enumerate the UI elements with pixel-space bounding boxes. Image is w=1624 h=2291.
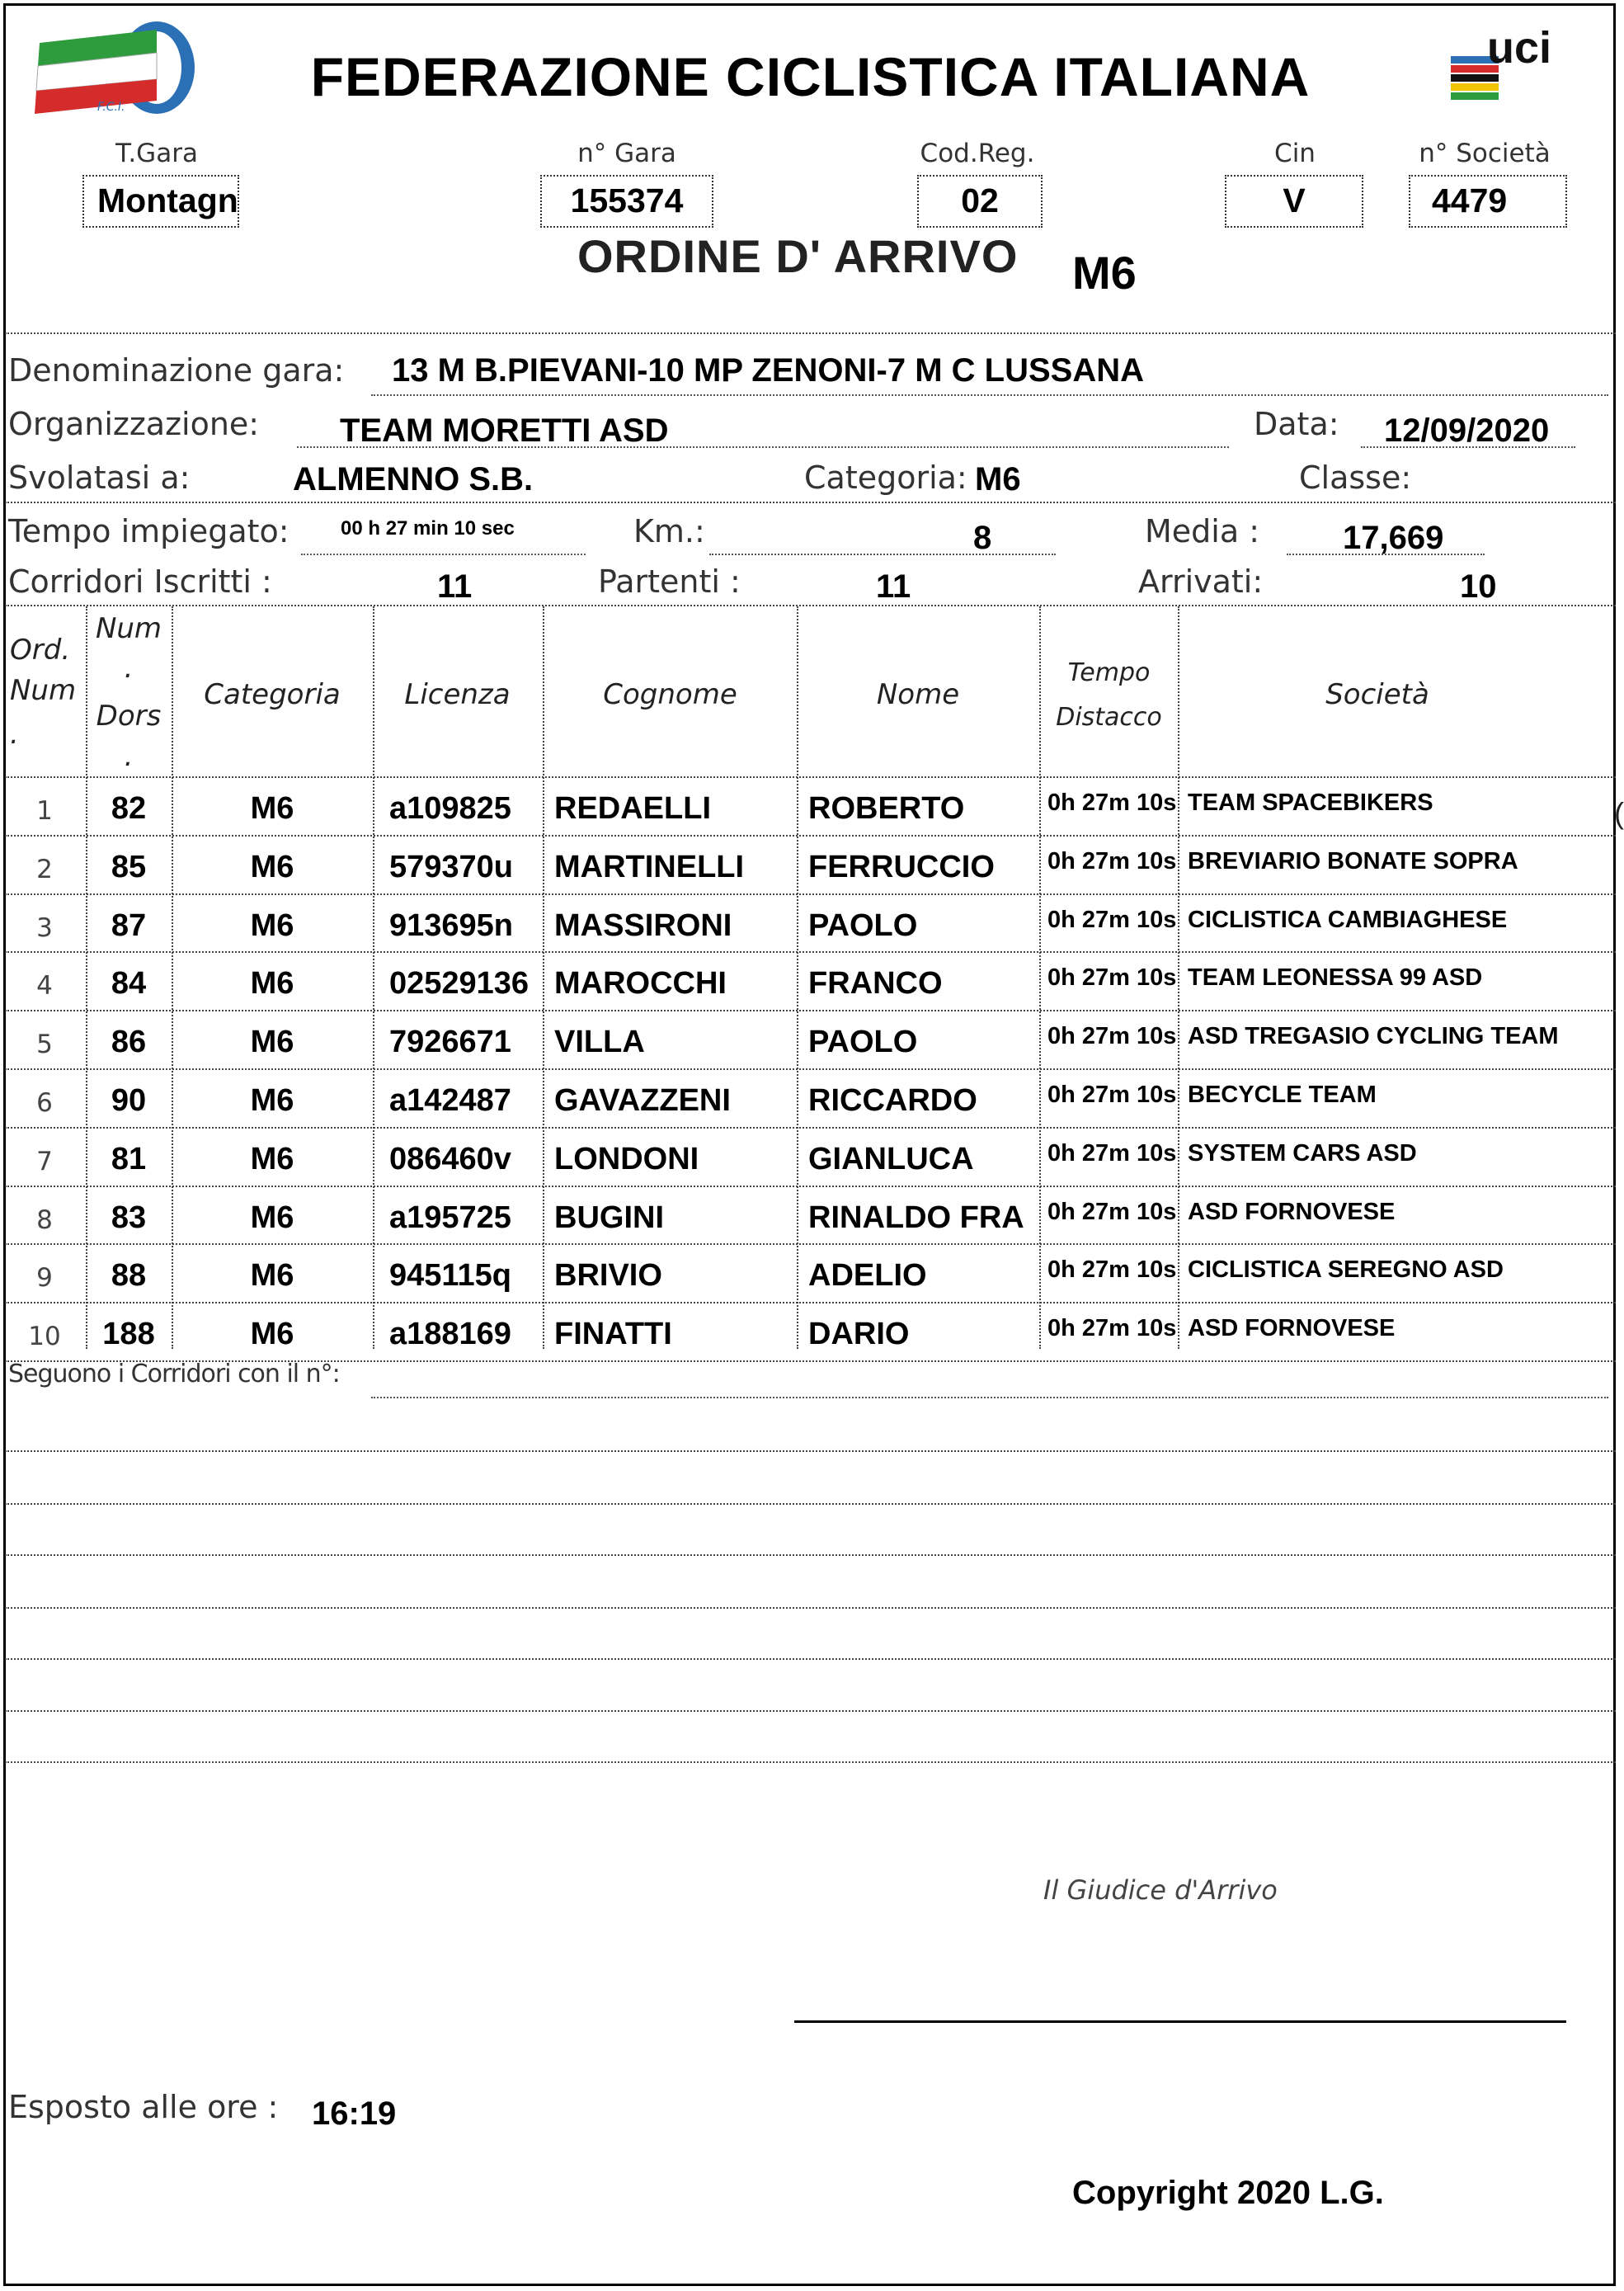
denominazione-label: Denominazione gara: <box>8 352 345 389</box>
svg-text:F.C.I.: F.C.I. <box>97 101 125 114</box>
cell-ord: 5 <box>36 1030 53 1060</box>
cell-lic: 02529136 <box>389 966 530 1002</box>
svolatasi-value: ALMENNO S.B. <box>293 461 534 497</box>
cell-dors: 86 <box>111 1025 147 1060</box>
header-ord-2: Num <box>10 674 77 707</box>
n-societa-label: n° Società <box>1419 139 1551 168</box>
cell-lic: 913695n <box>389 907 514 943</box>
column-divider <box>1039 606 1041 1349</box>
cell-nome: DARIO <box>808 1317 910 1352</box>
cell-cognome: BUGINI <box>554 1200 664 1235</box>
cell-societa: ASD FORNOVESE <box>1188 1315 1396 1342</box>
underline <box>301 554 586 555</box>
uci-logo <box>1447 23 1588 114</box>
cell-tempo: 0h 27m 10s <box>1047 964 1177 992</box>
cell-cat: M6 <box>250 1317 294 1352</box>
row-divider <box>5 893 1616 895</box>
cell-nome: GIANLUCA <box>808 1141 974 1176</box>
cell-dors: 82 <box>111 791 147 826</box>
cell-ord: 9 <box>36 1263 53 1294</box>
cell-tempo: 0h 27m 10s <box>1047 1256 1177 1284</box>
underline <box>1287 554 1485 555</box>
cell-nome: PAOLO <box>808 907 918 943</box>
cell-ord: 3 <box>36 912 53 943</box>
partenti-label: Partenti : <box>598 563 741 600</box>
cell-cat: M6 <box>250 791 294 826</box>
header-societa: Società <box>1325 678 1429 711</box>
denominazione-value: 13 M B.PIEVANI-10 MP ZENONI-7 M C LUSSANA <box>392 352 1144 389</box>
column-divider <box>543 606 544 1349</box>
header-num-3: Dors <box>96 700 162 733</box>
cell-ord: 7 <box>36 1146 53 1176</box>
cell-lic: 945115q <box>389 1258 511 1294</box>
seguono-label: Seguono i Corridori con il n°: <box>8 1360 340 1388</box>
row-divider <box>5 951 1616 953</box>
blank-line <box>5 1450 1616 1452</box>
header-num-1: Num <box>95 612 162 645</box>
cell-tempo: 0h 27m 10s <box>1047 847 1177 874</box>
cell-cognome: FINATTI <box>554 1317 672 1352</box>
tempo-impiegato-label: Tempo impiegato: <box>8 513 289 549</box>
cell-nome: ADELIO <box>808 1258 927 1294</box>
cell-dors: 88 <box>111 1258 147 1294</box>
blank-line <box>5 1607 1616 1609</box>
underline <box>371 1397 1608 1398</box>
divider <box>5 502 1616 503</box>
cell-tempo: 0h 27m 10s <box>1047 790 1177 816</box>
cell-cat: M6 <box>250 849 294 884</box>
cell-nome: RINALDO FRA <box>808 1200 1024 1235</box>
organizzazione-label: Organizzazione: <box>8 406 260 442</box>
classe-label: Classe: <box>1299 460 1412 496</box>
blank-line <box>5 1761 1616 1763</box>
cell-cat: M6 <box>250 1083 294 1118</box>
cell-cat: M6 <box>250 966 294 1002</box>
header-num-4: . <box>124 740 134 773</box>
header-cognome: Cognome <box>603 678 737 711</box>
iscritti-value: 11 <box>437 568 473 605</box>
data-value: 12/09/2020 <box>1384 412 1550 449</box>
column-divider <box>797 606 798 1349</box>
media-label: Media : <box>1145 513 1260 549</box>
header-nome: Nome <box>876 678 960 711</box>
giudice-label: Il Giudice d'Arrivo <box>1043 1874 1278 1906</box>
cell-societa: CICLISTICA CAMBIAGHESE <box>1188 906 1508 933</box>
header-categoria: Categoria <box>204 678 341 711</box>
cell-lic: a109825 <box>389 791 511 826</box>
ordine-arrivo-title: ORDINE D' ARRIVO <box>577 230 1019 282</box>
row-divider <box>5 1186 1616 1187</box>
header-ord-1: Ord. <box>10 634 71 667</box>
cell-cognome: BRIVIO <box>554 1258 662 1294</box>
cell-cat: M6 <box>250 1200 294 1235</box>
esposto-label: Esposto alle ore : <box>8 2089 279 2125</box>
cell-societa: TEAM SPACEBIKERS <box>1188 790 1433 816</box>
signature-line <box>794 2020 1566 2023</box>
blank-line <box>5 1710 1616 1712</box>
cell-ord: 2 <box>36 854 53 884</box>
cell-cognome: MAROCCHI <box>554 966 727 1002</box>
row-divider <box>5 1127 1616 1129</box>
cell-societa: TEAM LEONESSA 99 ASD <box>1188 964 1483 992</box>
row-divider <box>5 1243 1616 1245</box>
esposto-value: 16:19 <box>312 2095 397 2132</box>
underline <box>1361 446 1575 448</box>
svolatasi-label: Svolatasi a: <box>8 460 191 496</box>
cod-reg-field: 02 <box>917 175 1043 228</box>
cell-tempo: 0h 27m 10s <box>1047 906 1177 933</box>
cell-lic: 086460v <box>389 1141 511 1176</box>
cell-cognome: REDAELLI <box>554 791 711 826</box>
t-gara-label: T.Gara <box>115 139 198 168</box>
cell-lic: a188169 <box>389 1317 511 1352</box>
cell-tempo: 0h 27m 10s <box>1047 1023 1177 1050</box>
header-tempo-2: Distacco <box>1056 703 1162 732</box>
copyright: Copyright 2020 L.G. <box>1072 2175 1384 2211</box>
partenti-value: 11 <box>876 568 911 605</box>
cell-cognome: MARTINELLI <box>554 849 745 884</box>
n-gara-field: 155374 <box>540 175 713 228</box>
cell-lic: a195725 <box>389 1200 511 1235</box>
underline <box>297 446 1229 448</box>
cell-nome: RICCARDO <box>808 1083 977 1118</box>
underline <box>709 554 1056 555</box>
divider <box>5 332 1616 334</box>
header-ord-3: . <box>10 718 19 751</box>
iscritti-label: Corridori Iscritti : <box>8 563 272 600</box>
header-num-2: . <box>124 652 134 685</box>
km-value: 8 <box>973 520 992 556</box>
cell-nome: FERRUCCIO <box>808 849 995 884</box>
cell-ord: 10 <box>28 1322 61 1352</box>
cell-dors: 85 <box>111 849 147 884</box>
row-divider <box>5 1302 1616 1303</box>
cell-societa: ASD FORNOVESE <box>1188 1198 1396 1225</box>
n-societa-field: 4479 <box>1409 175 1567 228</box>
blank-line <box>5 1503 1616 1505</box>
cell-lic: 579370u <box>389 849 514 884</box>
cell-cognome: VILLA <box>554 1025 645 1060</box>
underline <box>371 394 1608 396</box>
cell-societa: SYSTEM CARS ASD <box>1188 1139 1417 1167</box>
cell-cat: M6 <box>250 907 294 943</box>
cell-nome: ROBERTO <box>808 791 965 826</box>
cell-lic: a142487 <box>389 1083 511 1118</box>
blank-line <box>5 1658 1616 1660</box>
n-gara-label: n° Gara <box>577 139 676 168</box>
cell-ord: 1 <box>36 796 53 826</box>
header-tempo-1: Tempo <box>1067 658 1151 687</box>
cell-cat: M6 <box>250 1025 294 1060</box>
cell-cat: M6 <box>250 1141 294 1176</box>
margin-char: ( <box>1614 796 1624 830</box>
tempo-impiegato-value: 00 h 27 min 10 sec <box>341 517 515 540</box>
cell-cognome: GAVAZZENI <box>554 1083 731 1118</box>
data-label: Data: <box>1254 406 1339 442</box>
cell-cognome: MASSIRONI <box>554 907 732 943</box>
column-divider <box>373 606 374 1349</box>
header-licenza: Licenza <box>404 678 511 711</box>
row-divider <box>5 1068 1616 1070</box>
arrivati-label: Arrivati: <box>1138 563 1264 600</box>
organizzazione-value: TEAM MORETTI ASD <box>340 412 669 449</box>
cell-cat: M6 <box>250 1258 294 1294</box>
media-value: 17,669 <box>1343 520 1444 556</box>
cell-societa: BECYCLE TEAM <box>1188 1082 1377 1108</box>
row-divider <box>5 835 1616 837</box>
km-label: Km.: <box>633 513 705 549</box>
categoria-value: M6 <box>975 461 1021 497</box>
cell-ord: 4 <box>36 971 53 1002</box>
cell-tempo: 0h 27m 10s <box>1047 1082 1177 1108</box>
t-gara-field: Montagn <box>82 175 239 228</box>
svg-text:uci: uci <box>1487 23 1552 73</box>
federation-title: FEDERAZIONE CICLISTICA ITALIANA <box>310 46 1311 107</box>
cell-lic: 7926671 <box>389 1025 511 1060</box>
cell-nome: PAOLO <box>808 1025 918 1060</box>
cin-label: Cin <box>1274 139 1316 168</box>
cin-field: V <box>1225 175 1363 228</box>
categoria-label: Categoria: <box>804 460 967 496</box>
cell-cognome: LONDONI <box>554 1141 699 1176</box>
cell-nome: FRANCO <box>808 966 943 1002</box>
divider <box>5 605 1616 606</box>
cell-societa: ASD TREGASIO CYCLING TEAM <box>1188 1023 1559 1050</box>
cod-reg-label: Cod.Reg. <box>920 139 1035 168</box>
divider <box>5 776 1616 778</box>
cell-dors: 188 <box>102 1317 155 1352</box>
cell-dors: 84 <box>111 966 147 1002</box>
category-heading: M6 <box>1072 247 1137 299</box>
cell-dors: 83 <box>111 1200 147 1235</box>
cell-tempo: 0h 27m 10s <box>1047 1315 1177 1342</box>
cell-societa: CICLISTICA SEREGNO ASD <box>1188 1256 1504 1284</box>
cell-ord: 6 <box>36 1088 53 1118</box>
cell-dors: 90 <box>111 1083 147 1118</box>
cell-dors: 87 <box>111 907 147 943</box>
cell-dors: 81 <box>111 1141 147 1176</box>
row-divider <box>5 1010 1616 1011</box>
cell-societa: BREVIARIO BONATE SOPRA <box>1188 847 1518 874</box>
blank-line <box>5 1554 1616 1556</box>
arrivati-value: 10 <box>1460 568 1497 605</box>
cell-ord: 8 <box>36 1204 53 1235</box>
cell-tempo: 0h 27m 10s <box>1047 1139 1177 1167</box>
cell-tempo: 0h 27m 10s <box>1047 1198 1177 1225</box>
